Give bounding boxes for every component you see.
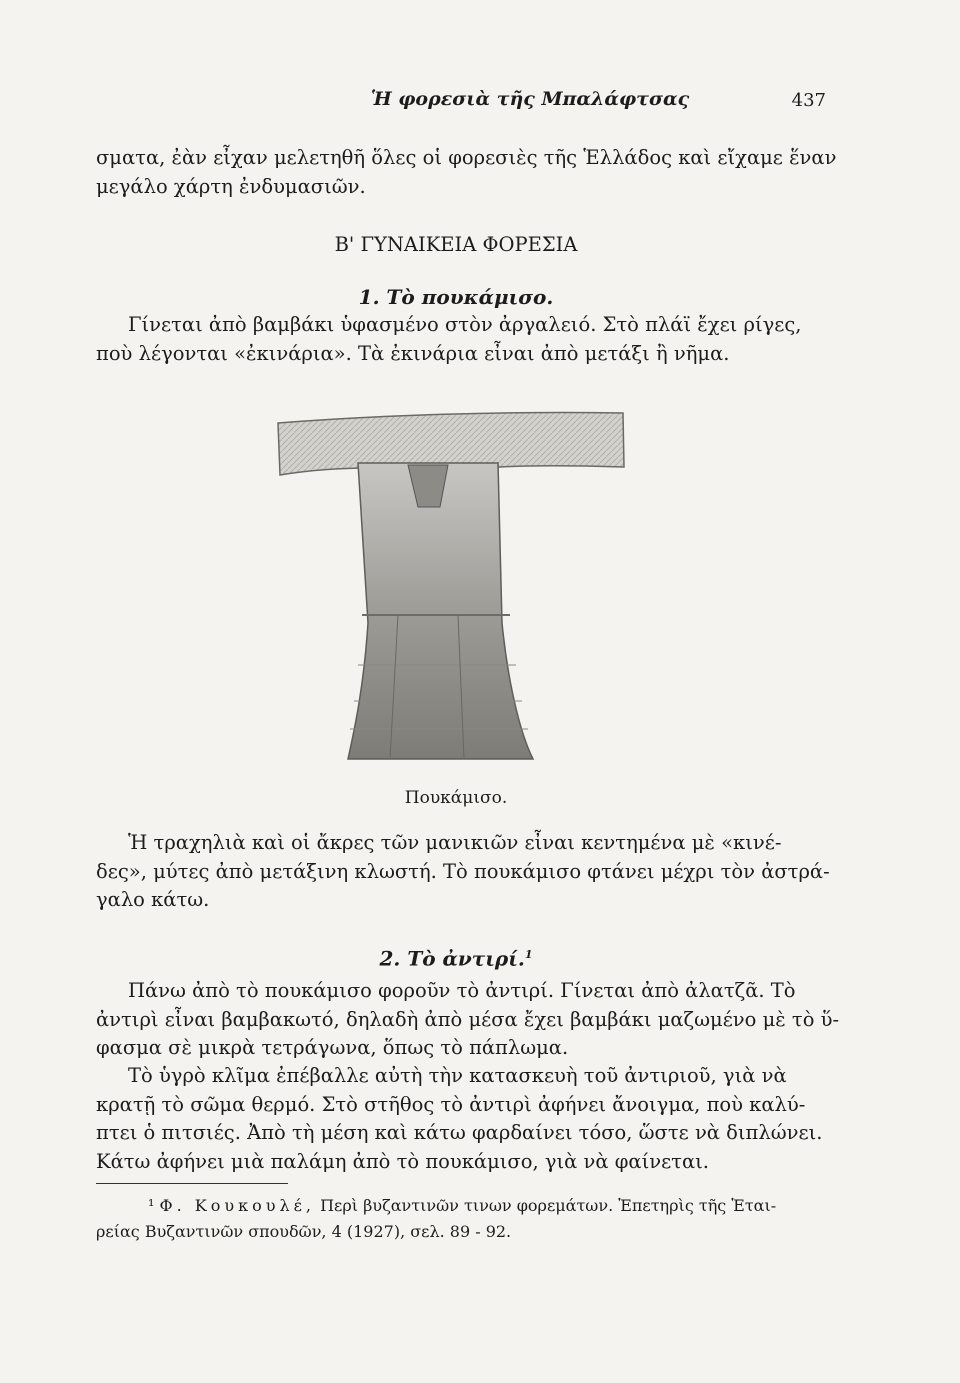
page-number: 437 bbox=[791, 90, 826, 111]
text-line: ἀντιρὶ εἶναι βαμβακωτό, δηλαδὴ ἀπὸ μέσα ἔχει βαμβάκι μαζωμένο μὲ τὸ ὕ- bbox=[96, 1007, 840, 1031]
text-line: Τὸ ὑγρὸ κλῖμα ἐπέβαλλε αὐτὴ τὴν κατασκευὴ τοῦ ἀντιριοῦ, γιὰ νὰ bbox=[128, 1064, 787, 1087]
subheading-title: Τὸ ἀντιρί. bbox=[407, 946, 525, 971]
shirt-photograph bbox=[258, 403, 638, 791]
footnote-continuation: ρείας Βυζαντινῶν σπουδῶν, 4 (1927), σελ. 89 - 92. bbox=[96, 1222, 512, 1241]
running-head: Ἡ φορεσιὰ τῆς Μπαλάφτσας bbox=[370, 88, 690, 110]
subheading-number: 1. bbox=[358, 285, 380, 309]
footnote-author: Φ. Κουκουλέ, bbox=[159, 1196, 315, 1215]
text-line: δες», μύτες ἀπὸ μετάξινη κλωστή. Τὸ πουκάμισο φτάνει μέχρι τὸν ἀστρά- bbox=[96, 859, 830, 883]
footnote-journal: Ἐπετηρὶς τῆς Ἑται- bbox=[618, 1196, 777, 1215]
paragraph-intro bbox=[96, 144, 837, 201]
paragraph-climate bbox=[96, 1062, 823, 1176]
text-line: Κάτω ἀφήνει μιὰ παλάμη ἀπὸ τὸ πουκάμισο, γιὰ νὰ φαίνεται. bbox=[96, 1149, 709, 1173]
text-line: μεγάλο χάρτη ἐνδυμασιῶν. bbox=[96, 174, 366, 198]
text-line: ποὺ λέγονται «ἐκινάρια». Τὰ ἐκινάρια εἶναι ἀπὸ μετάξι ἢ νῆμα. bbox=[96, 341, 730, 365]
paragraph-antiri bbox=[96, 977, 840, 1063]
text-line: Γίνεται ἀπὸ βαμβάκι ὑφασμένο στὸν ἀργαλειό. Στὸ πλάϊ ἔχει ρίγες, bbox=[128, 313, 802, 336]
text-line: Ἡ τραχηλιὰ καὶ οἱ ἄκρες τῶν μανικιῶν εἶναι κεντημένα μὲ «κινέ- bbox=[128, 831, 782, 854]
text-line: Πάνω ἀπὸ τὸ πουκάμισο φοροῦν τὸ ἀντιρί. Γίνεται ἀπὸ ἀλατζᾶ. Τὸ bbox=[128, 979, 796, 1002]
shirt-body bbox=[348, 463, 533, 759]
footnote bbox=[96, 1193, 816, 1219]
text-line: φασμα σὲ μικρὰ τετράγωνα, ὅπως τὸ πάπλωμα. bbox=[96, 1036, 569, 1059]
figure-caption: Πουκάμισο. bbox=[404, 788, 508, 808]
text-line: γαλο κάτω. bbox=[96, 888, 210, 911]
subheading-pukamiso bbox=[96, 283, 816, 311]
footnote-mark: ¹ bbox=[148, 1196, 155, 1215]
footnote-title: Περὶ βυζαντινῶν τινων φορεμάτων. bbox=[320, 1196, 614, 1215]
text-line: σματα, ἐὰν εἶχαν μελετηθῆ ὅλες οἱ φορεσιὲς τῆς Ἑλλάδος καὶ εἴχαμε ἕναν bbox=[96, 146, 837, 169]
text-line: κρατῇ τὸ σῶμα θερμό. Στὸ στῆθος τὸ ἀντιρὶ ἀφήνει ἄνοιγμα, ποὺ καλύ- bbox=[96, 1092, 806, 1116]
subheading-number: 2. bbox=[379, 946, 401, 971]
section-heading: Β' ΓΥΝΑΙΚΕΙΑ ΦΟΡΕΣΙΑ bbox=[334, 233, 578, 256]
paragraph-collar bbox=[96, 829, 830, 915]
footnote-reference[interactable]: 1 bbox=[524, 948, 533, 961]
subheading-title: Τὸ πουκάμισο. bbox=[386, 285, 554, 309]
footnote-divider bbox=[96, 1183, 288, 1184]
paragraph-pukamiso bbox=[96, 311, 816, 368]
text-line: πτει ὁ πιτσιές. Ἀπὸ τὴ μέση καὶ κάτω φαρδαίνει τόσο, ὥστε νὰ διπλώνει. bbox=[96, 1121, 823, 1144]
subheading-antiri bbox=[96, 941, 816, 973]
